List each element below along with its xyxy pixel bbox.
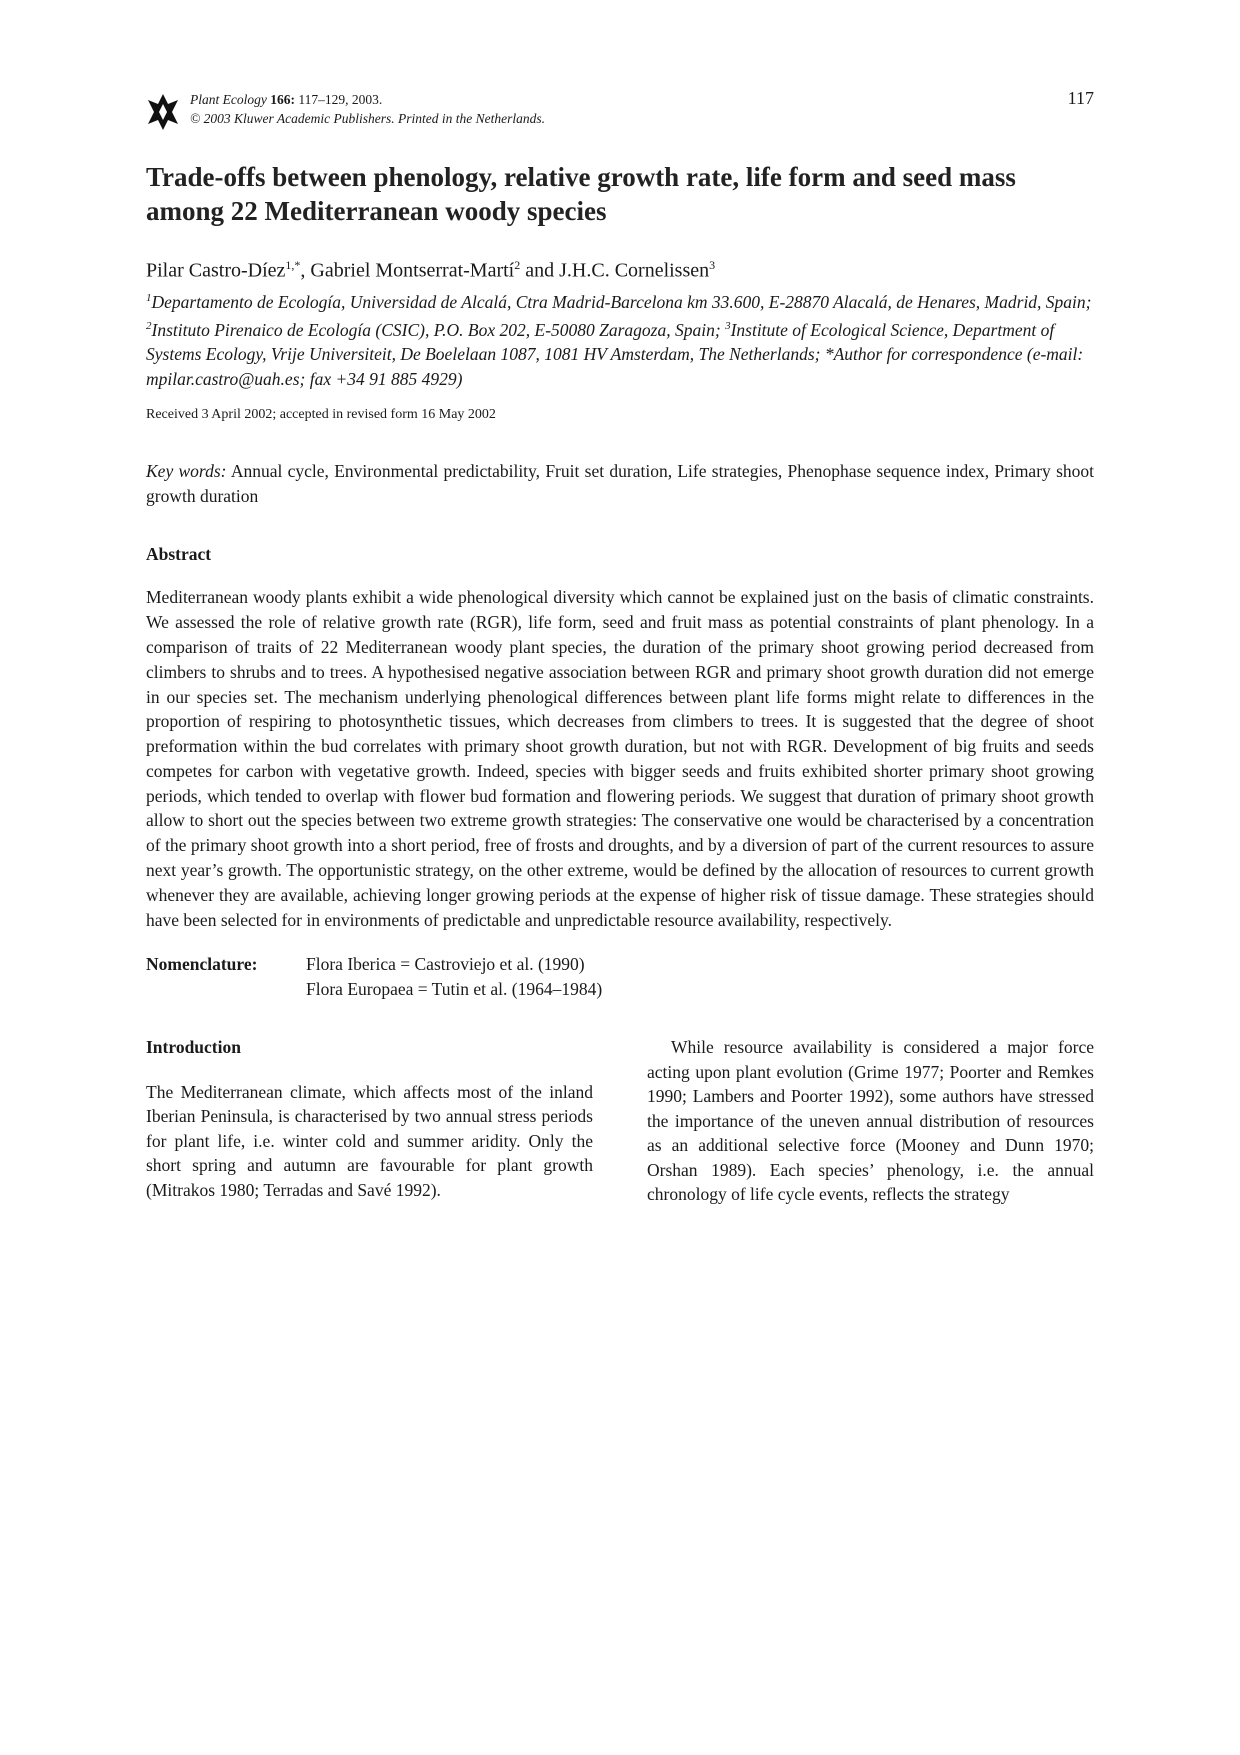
publisher-logo-icon	[146, 92, 180, 132]
affiliation-marker: 2	[146, 319, 152, 332]
journal-volume: 166:	[270, 92, 295, 107]
author-name: J.H.C. Cornelissen	[559, 259, 710, 282]
page-number: 117	[1067, 88, 1094, 108]
affiliation-marker: 3	[725, 319, 731, 332]
affiliations	[146, 286, 1094, 392]
journal-pages-year: 117–129, 2003.	[298, 92, 383, 107]
author-name: Pilar Castro-Díez	[146, 259, 286, 282]
nomenclature-item: Flora Europaea = Tutin et al. (1964–1984)	[306, 978, 603, 999]
keywords	[146, 459, 1094, 508]
keywords-text: Annual cycle, Environmental predictability, Fruit set duration, Life strategies, Phenophase sequence index, Primary shoot growth duration	[146, 461, 1094, 506]
author-separator: and	[520, 259, 560, 282]
journal-header	[146, 86, 1094, 132]
journal-name: Plant Ecology	[190, 92, 267, 107]
intro-paragraph: The Mediterranean climate, which affects most of the inland Iberian Peninsula, is characterised by two annual stress periods for plant life, i.e. winter cold and summer aridity. Only the short spring and autumn are favourable for plant growth (Mitrakos 1980; Terradas and Savé 1992).	[146, 1081, 593, 1200]
intro-paragraph: While resource availability is considered a major force acting upon plant evolution (Grime 1977; Poorter and Remkes 1990; Lambers and Poorter 1992), some authors have stressed the importance of the uneven annual distribution of resources as an additional selective force (Mooney and Dunn 1970; Orshan 1989). Each species’ phenology, i.e. the annual chronology of life cycle events, reflects the strategy	[647, 1037, 1094, 1205]
received-dates: Received 3 April 2002; accepted in revised form 16 May 2002	[146, 407, 496, 423]
introduction-heading: Introduction	[146, 1037, 241, 1058]
article-title: Trade-offs between phenology, relative growth rate, life form and seed mass among 22 Mediterranean woody species	[146, 162, 1016, 226]
abstract-heading: Abstract	[146, 544, 212, 565]
author-list	[146, 252, 1094, 284]
author-separator: ,	[300, 259, 311, 282]
author-affiliation-marker: 1,*	[285, 258, 301, 272]
abstract-text: Mediterranean woody plants exhibit a wide phenological diversity which cannot be explained just on the basis of climatic constraints. We assessed the role of relative growth rate (RGR), life form, seed and fruit mass as potential constraints of plant phenology. In a comparison of traits of 22 Mediterranean woody plant species, the duration of the primary shoot growing period decreased from climbers to shrubs and to trees. A hypothesised negative association between RGR and primary shoot growth duration did not emerge in our species set. The mechanism underlying phenological differences between plant life forms might relate to differences in the proportion of respiring to photosynthetic tissues, which decreases from climbers to trees. It is suggested that the degree of shoot preformation within the bud correlates with primary shoot growth duration, but not with RGR. Development of big fruits and seeds competes for carbon with vegetative growth. Indeed, species with bigger seeds and fruits exhibited shorter primary shoot growing periods, which tended to overlap with flower bud formation and flowering periods. We suggest that duration of primary shoot growth allow to short out the species between two extreme growth strategies: The conservative one would be characterised by a concentration of the primary shoot growth into a short period, free of frosts and droughts, and by a diversion of part of the current resources to assure next year’s growth. The opportunistic strategy, on the other extreme, would be defined by the allocation of resources to current growth whenever they are available, achieving longer growing periods at the expense of higher risk of tissue damage. These strategies should have been selected for in environments of predictable and unpredictable resource availability, respectively.	[146, 587, 1094, 930]
article-page	[146, 86, 1094, 1207]
nomenclature-list	[306, 952, 602, 1001]
author-affiliation-marker: 2	[514, 258, 521, 272]
affiliation-text: Departamento de Ecología, Universidad de Alcalá, Ctra Madrid-Barcelona km 33.600, E-28870 Alacalá, de Henares, Madrid, Spain;	[151, 291, 1092, 312]
copyright-line: © 2003 Kluwer Academic Publishers. Printed in the Netherlands.	[190, 111, 545, 126]
nomenclature-label: Nomenclature:	[146, 954, 258, 975]
nomenclature	[146, 952, 1094, 1001]
author-name: Gabriel Montserrat-Martí	[310, 259, 515, 282]
right-column	[647, 1035, 1094, 1207]
affiliation-marker: 1	[146, 291, 152, 304]
journal-citation	[190, 90, 545, 128]
affiliation-text: Institute of Ecological Science, Department of Systems Ecology, Vrije Universiteit, De Boelelaan 1087, 1081 HV Amsterdam, The Netherlands; *Author for correspondence (e-mail: mpilar.castro@uah.es; fax +34 91 885 4929)	[146, 319, 1084, 389]
affiliation-text: Instituto Pirenaico de Ecología (CSIC), P.O. Box 202, E-50080 Zaragoza, Spain;	[151, 319, 726, 340]
left-column	[146, 1035, 593, 1207]
body-columns	[146, 1035, 1094, 1207]
keywords-label: Key words:	[146, 461, 227, 482]
author-affiliation-marker: 3	[709, 258, 716, 272]
nomenclature-item: Flora Iberica = Castroviejo et al. (1990)	[306, 954, 585, 975]
